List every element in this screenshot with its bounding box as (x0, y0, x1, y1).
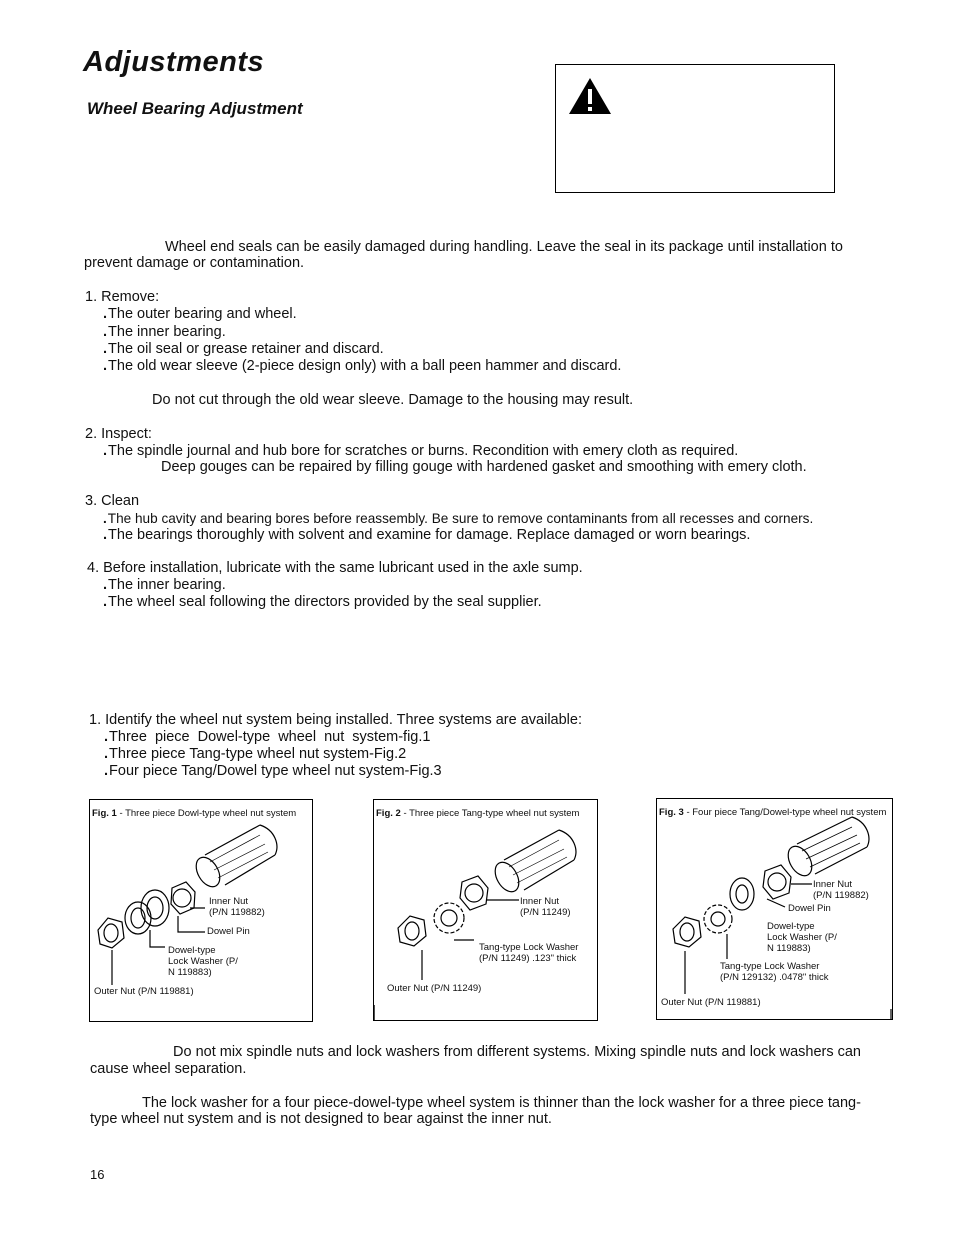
section-title: Wheel Bearing Adjustment (87, 99, 303, 118)
list-item: . The inner bearing. (103, 577, 226, 594)
figure-label: Outer Nut (P/N 119881) (94, 986, 194, 997)
warning-box (555, 64, 835, 193)
list-item: . The wheel seal following the directors provided by the seal supplier. (103, 594, 542, 611)
figure-caption: Fig. 1 - Three piece Dowl-type wheel nut system (92, 808, 297, 819)
figure-label: Tang-type Lock Washer (P/N 129132) .0478" thick (720, 961, 829, 983)
figure-caption: Fig. 2 - Three piece Tang-type wheel nut system (376, 808, 580, 819)
remove-heading: 1. Remove: (85, 289, 160, 305)
figure-label: Outer Nut (P/N 119881) (661, 997, 761, 1008)
figure-label: Dowel-type Lock Washer (P/ N 119883) (168, 945, 238, 978)
figure-label: Inner Nut (P/N 119882) (209, 896, 265, 918)
list-item: . The old wear sleeve (2-piece design only) with a ball peen hammer and discard. (103, 358, 621, 375)
page-title: Adjustments (83, 46, 265, 78)
list-item: . The spindle journal and hub bore for scratches or burns. Recondition with emery cloth as required. (103, 443, 738, 460)
list-item: . The hub cavity and bearing bores before reassembly. Be sure to remove contaminants from all recesses and corners. (103, 510, 813, 527)
lock-washer-note-line2: type wheel nut system and is not designed to bear against the inner nut. (90, 1111, 552, 1127)
figure-label: Outer Nut (P/N 11249) (387, 983, 482, 994)
inspect-note: Deep gouges can be repaired by filling gouge with hardened gasket and smoothing with emery cloth. (161, 459, 807, 475)
figure-label: Inner Nut (P/N 119882) (813, 879, 869, 901)
figure-label: Dowel-type Lock Washer (P/ N 119883) (767, 921, 837, 954)
list-item: . The inner bearing. (103, 324, 226, 341)
figure-3 (656, 798, 893, 1020)
lubricate-heading: 4. Before installation, lubricate with the same lubricant used in the axle sump. (87, 560, 583, 576)
identify-heading: 1. Identify the wheel nut system being installed. Three systems are available: (89, 712, 582, 728)
list-item: . Three piece Dowel-type wheel nut system-fig.1 (104, 729, 430, 746)
clean-heading: 3. Clean (85, 493, 140, 509)
remove-note: Do not cut through the old wear sleeve. Damage to the housing may result. (152, 392, 634, 408)
figure-label: Inner Nut (P/N 11249) (520, 896, 571, 918)
list-item: . Three piece Tang-type wheel nut system-Fig.2 (104, 746, 406, 763)
mixing-warning-line2: cause wheel separation. (90, 1061, 247, 1077)
figure-caption: Fig. 3 - Four piece Tang/Dowel-type wheel nut system (659, 807, 887, 818)
inspect-heading: 2. Inspect: (85, 426, 152, 442)
list-item: . The oil seal or grease retainer and discard. (103, 341, 384, 358)
figure-label: Tang-type Lock Washer (P/N 11249) .123" thick (479, 942, 579, 964)
figure-2 (373, 799, 598, 1021)
list-item: . The outer bearing and wheel. (103, 306, 297, 323)
mixing-warning-line1: Do not mix spindle nuts and lock washers from different systems. Mixing spindle nuts and lock washers can (173, 1044, 861, 1060)
figure-1 (89, 799, 313, 1022)
intro-note-line1: Wheel end seals can be easily damaged during handling. Leave the seal in its package until installation to (165, 239, 843, 255)
intro-note-line2: prevent damage or contamination. (84, 255, 305, 271)
lock-washer-note-line1: The lock washer for a four piece-dowel-type wheel system is thinner than the lock washer for a three piece tang- (142, 1095, 861, 1111)
figure-label: Dowel Pin (207, 926, 250, 937)
warning-triangle-icon (567, 76, 613, 116)
four-piece-nut-system-illustration (657, 799, 893, 1020)
list-item: . Four piece Tang/Dowel type wheel nut system-Fig.3 (104, 763, 442, 780)
page-number: 16 (90, 1167, 105, 1182)
figure-label: Dowel Pin (788, 903, 831, 914)
list-item: . The bearings thoroughly with solvent and examine for damage. Replace damaged or worn bearings. (103, 527, 750, 544)
